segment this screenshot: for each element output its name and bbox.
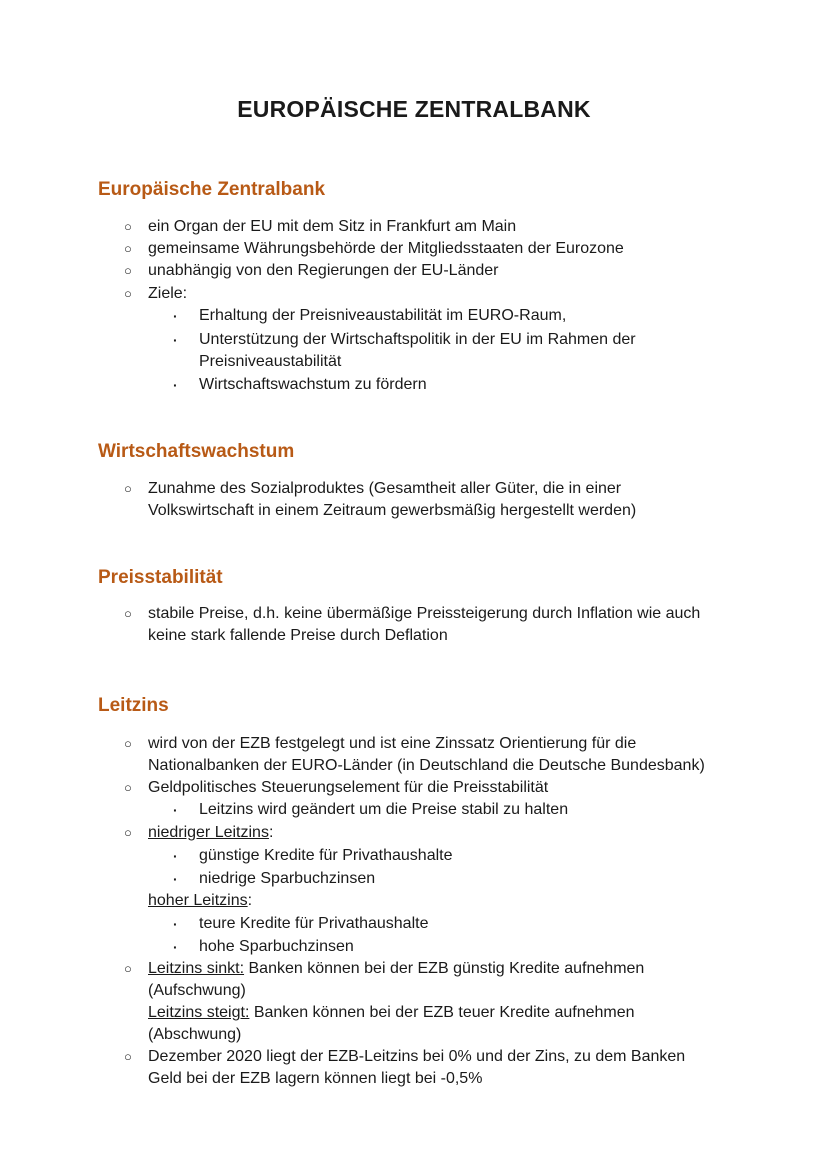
sub-list-item: hohe Sparbuchzinsen [199,938,354,955]
bullet-circle: ○ [124,219,132,234]
bullet-dot: · [173,377,178,393]
list-item: Dezember 2020 liegt der EZB-Leitzins bei 0% und der Zins, zu dem Banken [148,1048,686,1065]
sub-list-item: Leitzins wird geändert um die Preise stabil zu halten [199,801,569,818]
heading-wirtschaftswachstum: Wirtschaftswachstum [98,441,295,462]
bullet-dot: · [173,308,178,324]
page-title: EUROPÄISCHE ZENTRALBANK [237,96,591,122]
list-item-continuation: (Abschwung) [148,1026,242,1043]
bullet-circle: ○ [124,780,132,795]
list-item-continuation: keine stark fallende Preise durch Deflation [148,627,448,644]
hoher-leitzins-line [148,890,252,912]
bullet-circle: ○ [124,481,132,496]
heading-leitzins: Leitzins [98,695,169,716]
bullet-dot: · [173,332,178,348]
sub-list-item: Unterstützung der Wirtschaftspolitik in der EU im Rahmen der [199,331,636,348]
bullet-dot: · [173,871,178,887]
list-item-continuation: Nationalbanken der EURO-Länder (in Deutschland die Deutsche Bundesbank) [148,757,705,774]
bullet-circle: ○ [124,1049,132,1064]
heading-ezb: Europäische Zentralbank [98,179,326,200]
sub-list-item-continuation: Preisniveaustabilität [199,353,342,370]
bullet-circle: ○ [124,825,132,840]
list-item-continuation: Geld bei der EZB lagern können liegt bei -0,5% [148,1070,483,1087]
leitzins-steigt-line [148,1002,635,1024]
bullet-dot: · [173,939,178,955]
list-item: stabile Preise, d.h. keine übermäßige Preissteigerung durch Inflation wie auch [148,605,701,622]
hoher-leitzins-label: hoher Leitzins [148,892,248,909]
list-item: Geldpolitisches Steuerungselement für die Preisstabilität [148,779,549,796]
bullet-dot: · [173,802,178,818]
list-item-continuation: Volkswirtschaft in einem Zeitraum gewerbsmäßig hergestellt werden) [148,502,637,519]
bullet-dot: · [173,916,178,932]
bullet-circle: ○ [124,241,132,256]
list-item: gemeinsame Währungsbehörde der Mitgliedsstaaten der Eurozone [148,240,624,257]
list-item: Zunahme des Sozialproduktes (Gesamtheit aller Güter, die in einer [148,480,622,497]
list-item-leitzins-sinkt [148,958,644,980]
list-item-continuation: (Aufschwung) [148,982,246,999]
list-item: unabhängig von den Regierungen der EU-Länder [148,262,499,279]
list-item-niedriger-leitzins [148,822,273,844]
sub-list-item: Wirtschaftswachstum zu fördern [199,376,427,393]
bullet-circle: ○ [124,263,132,278]
heading-preisstabilitaet: Preisstabilität [98,567,223,588]
colon: : [247,892,253,909]
leitzins-sinkt-text: Banken können bei der EZB günstig Kredite aufnehmen [244,960,645,977]
sub-list-item: niedrige Sparbuchzinsen [199,870,376,887]
sub-list-item: Erhaltung der Preisniveaustabilität im EURO-Raum, [199,307,567,324]
colon: : [268,824,274,841]
list-item: ein Organ der EU mit dem Sitz in Frankfurt am Main [148,218,517,235]
sub-list-item: teure Kredite für Privathaushalte [199,915,429,932]
list-item: wird von der EZB festgelegt und ist eine Zinssatz Orientierung für die [148,735,637,752]
bullet-circle: ○ [124,961,132,976]
leitzins-sinkt-label: Leitzins sinkt: [148,960,245,977]
leitzins-steigt-text: Banken können bei der EZB teuer Kredite aufnehmen [249,1004,635,1021]
sub-list-item: günstige Kredite für Privathaushalte [199,847,453,864]
bullet-dot: · [173,848,178,864]
list-item: Ziele: [148,285,188,302]
bullet-circle: ○ [124,736,132,751]
niedriger-leitzins-label: niedriger Leitzins [148,824,269,841]
bullet-circle: ○ [124,286,132,301]
bullet-circle: ○ [124,606,132,621]
leitzins-steigt-label: Leitzins steigt: [148,1004,250,1021]
